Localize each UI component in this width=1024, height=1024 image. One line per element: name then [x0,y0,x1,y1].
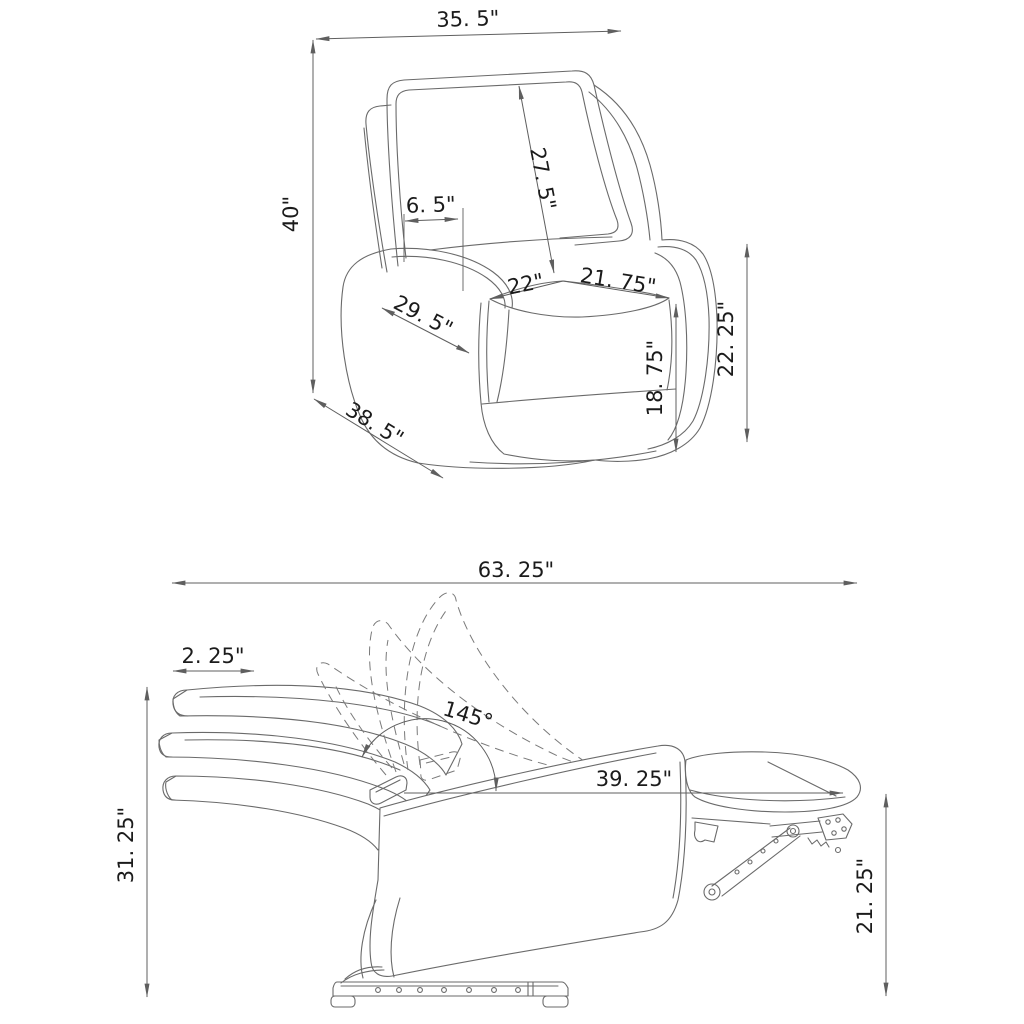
dim-label-overall-depth: 38. 5" [341,397,408,451]
dim-label-reclined-length: 63. 25" [477,558,555,582]
dim-line-overall-width [316,31,621,39]
dim-label-reclined-extension: 39. 25" [595,767,673,791]
dim-label-seat-width: 22" [505,268,546,300]
seat-front-edge [490,298,669,317]
base-foot-left [331,996,355,1007]
dim-label-footrest-height: 21. 25" [853,857,877,935]
dim-label-back-height: 27. 5" [525,145,561,212]
base-rail [331,982,568,1007]
dim-label-recline-angle: 145° [440,696,496,735]
base-foot-right [543,996,568,1007]
footrest [685,752,860,812]
mech-bracket [695,822,718,842]
backrest-piping [396,82,618,258]
dim-label-arm-front-diagonal: 29. 5" [389,290,457,342]
dim-label-overall-width: 35. 5" [435,6,500,32]
dim-label-overall-height: 40" [279,195,303,233]
mech-plate [818,814,852,840]
dim-label-arm-height: 22. 25" [714,300,738,378]
recline-mechanism [692,814,852,900]
side-view [114,558,886,1007]
footrest-pad [685,752,860,812]
seat-cushion-side [166,776,400,850]
dim-label-wall-clearance: 2. 25" [181,644,245,668]
backrest-outline [387,71,632,266]
dim-line-arm-top-width [405,219,458,221]
dim-label-seat-depth: 21. 75" [578,263,658,299]
dim-label-seat-front-height: 18. 75" [643,339,667,417]
dim-label-reclined-back-height: 31. 25" [114,806,138,884]
backrest-right-edge [594,85,662,240]
dim-label-arm-top-width: 6. 5" [405,192,457,218]
front-view [279,6,747,478]
